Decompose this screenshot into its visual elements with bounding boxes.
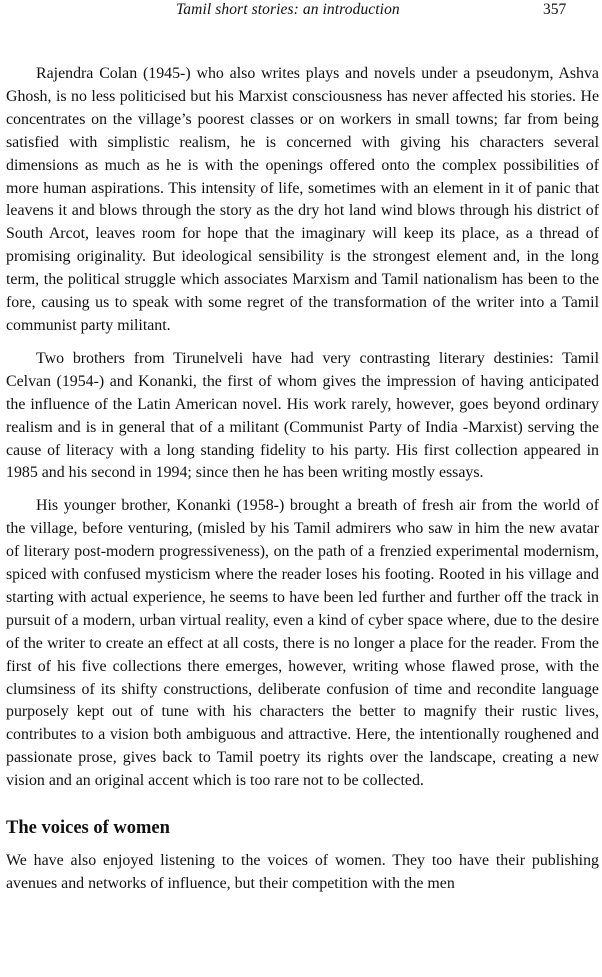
paragraph-two-brothers: Two brothers from Tirunelveli have had very contrasting literary destinies: Tamil Celvan (1954-) and Konanki, the first of whom gives the impression of having anticipated the influence of the Latin American novel. His work rarely, however, goes beyond ordinary realism and is in general that of a militant (Communist Party of India -Marxist) serving the cause of literacy with a long standing fidelity to his party. His first collection appeared in 1985 and his second in 1994; since then he has been writing mostly essays. bbox=[6, 349, 599, 482]
paragraph-rajendra-colan: Rajendra Colan (1945-) who also writes plays and novels under a pseudonym, Ashva Ghosh, is no less politicised but his Marxist consciousness has never affected his stories. He concentrates on the village’s poorest classes or on workers in small towns; far from being satisfied with simplistic realism, he is concerned with giving his characters several dimensions as much as he is with the openings offered onto the complex possibilities of more human aspirations. This intensity of life, sometimes with an element in it of panic that leavens it and blows through the story as the dry hot land wind blows through his district of South Arcot, leaves room for hope that the imaginary will keep its place, as a thread of promising originality. But ideological sensibility is the strongest element and, in the long term, the political struggle which associates Marxism and Tamil nationalism has been to the fore, causing us to speak with some regret of the transformation of the writer into a Tamil communist party militant. bbox=[6, 65, 599, 334]
page-number: 357 bbox=[543, 1, 567, 18]
paragraph-voices-of-women: We have also enjoyed listening to the voices of women. They too have their publishing avenues and networks of influence, but their competition with the men bbox=[6, 852, 599, 892]
running-head bbox=[0, 1, 602, 23]
section-heading: The voices of women bbox=[6, 818, 170, 839]
body-text bbox=[6, 63, 599, 906]
running-title: Tamil short stories: an introduction bbox=[176, 1, 400, 18]
paragraph-konanki: His younger brother, Konanki (1958-) brought a breath of fresh air from the world of the village, before venturing, (misled by his Tamil admirers who saw in him the new avatar of literary post-modern progressiveness), on the path of a frenzied experimental modernism, spiced with confused mysticism where the reader loses his footing. Rooted in his village and starting with actual experience, he seems to have been led further and further off the track in pursuit of a modern, urban virtual reality, even a kind of cyber space where, due to the desire of the writer to create an effect at all costs, there is no longer a place for the reader. From the first of his five collections there emerges, however, writing whose flawed prose, with the clumsiness of its shifty constructions, deliberate confusion of time and recondite language purposely kept out of tune with his characters the better to magnify their rustic lives, contributes to a vision both ambiguous and attractive. Here, the intentionally roughened and passionate prose, gives back to Tamil poetry its rights over the landscape, creating a new vision and an original accent which is too rare not to be collected. bbox=[6, 497, 599, 790]
